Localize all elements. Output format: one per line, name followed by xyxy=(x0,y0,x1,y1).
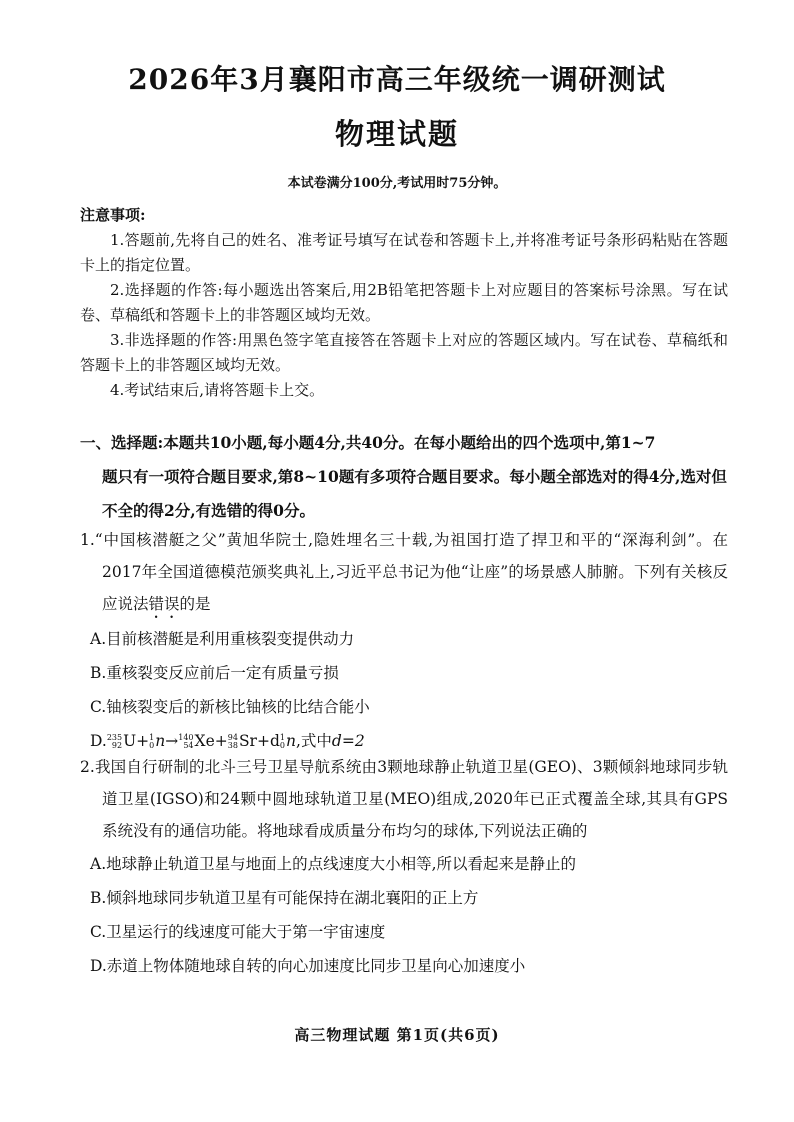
exam-subtitle: 物理试题 xyxy=(334,117,459,151)
note-item: 4.考试结束后,请将答题卡上交。 xyxy=(110,381,325,399)
xe-mass-number: 140 xyxy=(178,733,194,742)
n-atomic-number: 0 xyxy=(149,741,155,750)
question-2 xyxy=(80,751,728,983)
neutron-symbol: n xyxy=(286,732,296,750)
question-2-option-a: A.地球静止轨道卫星与地面上的点线速度大小相等,所以看起来是静止的 xyxy=(90,855,577,873)
question-1-stem xyxy=(80,524,728,622)
u-isotope-numbers xyxy=(107,734,122,750)
notes-title: 注意事项: xyxy=(80,206,146,224)
option-d-suffix: ,式中 xyxy=(295,732,332,750)
neutron-atomic-number: 0 xyxy=(279,741,285,750)
n-mass-number: 1 xyxy=(149,733,155,742)
n-isotope-numbers xyxy=(149,734,154,750)
section-heading-lead: 一、选择题:本题共10小题,每小题4分,共40分。在每小题给出的四个选项中,第1~7 xyxy=(80,433,656,452)
u-mass-number: 235 xyxy=(106,733,123,742)
sr-mass-number: 94 xyxy=(227,733,238,742)
question-1-option-a: A.目前核潜艇是利用重核裂变提供动力 xyxy=(90,630,355,648)
xe-atomic-number: 54 xyxy=(183,741,194,750)
question-2-option-d: D.赤道上物体随地球自转的向心加速度比同步卫星向心加速度小 xyxy=(90,957,526,975)
d-coefficient: d xyxy=(269,732,280,750)
question-1 xyxy=(80,524,728,758)
section-heading xyxy=(80,426,728,528)
n-symbol: n xyxy=(155,732,166,750)
sr-isotope-numbers xyxy=(228,734,238,750)
option-d-condition: d=2 xyxy=(331,732,365,750)
plus-sign: + xyxy=(214,732,228,750)
reaction-arrow: → xyxy=(165,732,179,750)
note-item: 3.非选择题的作答:用黑色签字笔直接答在答题卡上对应的答题区域内。写在试卷、草稿纸和答题卡上的非答题区域均无效。 xyxy=(80,331,728,374)
sr-atomic-number: 38 xyxy=(227,741,238,750)
exam-title: 2026年3月襄阳市高三年级统一调研测试 xyxy=(128,63,666,96)
option-d-label: D. xyxy=(90,732,107,750)
question-1-stem-end: 的是 xyxy=(179,595,211,613)
question-1-emphasis: 错误 xyxy=(148,595,180,613)
page-footer: 高三物理试题 第1页(共6页) xyxy=(294,1026,500,1044)
question-2-stem: 2.我国自行研制的北斗三号卫星导航系统由3颗地球静止轨道卫星(GEO)、3颗倾斜地球同步轨道卫星(IGSO)和24颗中圆地球轨道卫星(MEO)组成,2020年已正式覆盖全球,其具有GPS系统没有的通信功能。将地球看成质量分布均匀的球体,下列说法正确的 xyxy=(80,758,728,840)
u-symbol: U xyxy=(123,732,137,750)
question-1-option-c: C.铀核裂变后的新核比铀核的比结合能小 xyxy=(90,698,370,716)
note-item: 1.答题前,先将自己的姓名、准考证号填写在试卷和答题卡上,并将准考证号条形码粘贴在答题卡上的指定位置。 xyxy=(80,231,728,274)
question-1-stem-text: 1.“中国核潜艇之父”黄旭华院士,隐姓埋名三十载,为祖国打造了捍卫和平的“深海利剑”。在2017年全国道德模范颁奖典礼上,习近平总书记为他“让座”的场景感人肺腑。下列有关核反应说法 xyxy=(80,531,728,613)
xe-isotope-numbers xyxy=(178,734,193,750)
question-2-option-c: C.卫星运行的线速度可能大于第一宇宙速度 xyxy=(90,923,386,941)
exam-info: 本试卷满分100分,考试用时75分钟。 xyxy=(287,176,507,191)
neutron-mass-number: 1 xyxy=(279,733,285,742)
notes-section xyxy=(80,203,728,403)
question-2-option-b: B.倾斜地球同步轨道卫星有可能保持在湖北襄阳的正上方 xyxy=(90,889,479,907)
u-atomic-number: 92 xyxy=(111,741,123,750)
section-heading-rest: 题只有一项符合题目要求,第8~10题有多项符合题目要求。每小题全部选对的得4分,选对但不全的得2分,有选错的得0分。 xyxy=(102,467,727,520)
xe-symbol: Xe xyxy=(194,732,215,750)
plus-sign: + xyxy=(136,732,150,750)
sr-symbol: Sr xyxy=(238,732,257,750)
plus-sign: + xyxy=(256,732,270,750)
neutron-isotope-numbers xyxy=(280,734,285,750)
question-1-option-b: B.重核裂变反应前后一定有质量亏损 xyxy=(90,664,339,682)
note-item: 2.选择题的作答:每小题选出答案后,用2B铅笔把答题卡上对应题目的答案标号涂黑。写在试卷、草稿纸和答题卡上的非答题区域均无效。 xyxy=(80,281,728,324)
